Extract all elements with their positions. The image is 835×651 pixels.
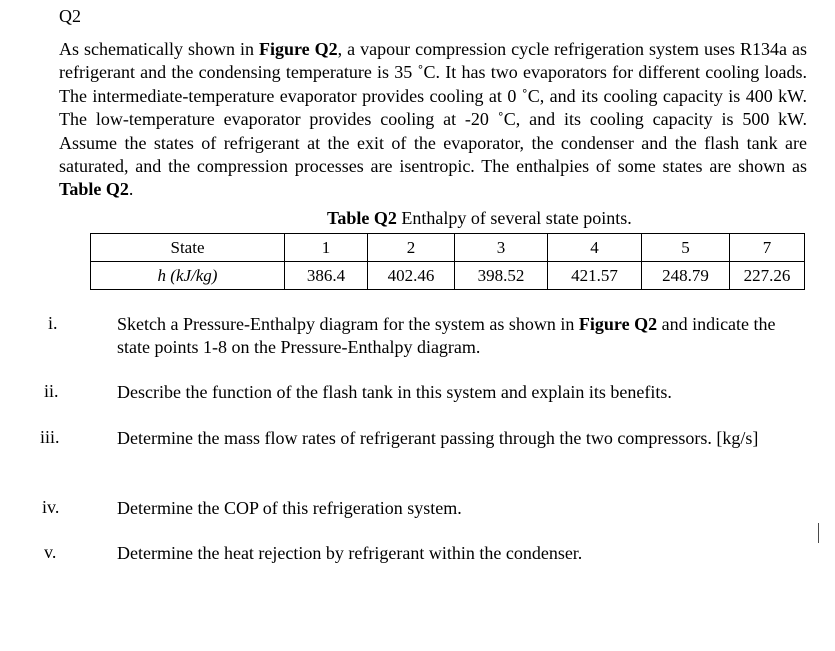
enthalpy-cell: 398.52 [455,262,548,290]
table-caption-text: Enthalpy of several state points. [396,208,632,228]
subquestion-number: iv. [42,497,60,517]
subquestion-text: Determine the COP of this refrigeration system. [117,498,462,518]
subquestion-number: i. [48,313,58,333]
table-caption [327,208,632,229]
subquestion-number: ii. [44,381,59,401]
enthalpy-cell: 248.79 [642,262,730,290]
question-intro [59,38,807,202]
subquestion-text [117,313,777,359]
state-cell: 1 [285,234,368,262]
enthalpy-cell: 421.57 [548,262,642,290]
subquestion-text-a: Sketch a Pressure-Enthalpy diagram for the system as shown in [117,314,579,334]
state-cell: 3 [455,234,548,262]
table-row [91,234,805,262]
table-caption-label: Table Q2 [327,208,397,228]
subquestion-number: iii. [40,427,60,447]
state-cell: 2 [368,234,455,262]
subquestion-number: v. [44,542,57,562]
table-row [91,262,805,290]
enthalpy-table [90,233,805,290]
state-cell: 5 [642,234,730,262]
table-reference: Table Q2 [59,179,129,200]
intro-text-1: As schematically shown in [59,39,259,59]
state-cell: 4 [548,234,642,262]
subquestion-text-b: and indicate the state points 1-8 on the Pressure-Enthalpy diagram. [117,314,776,357]
subquestion-text: Determine the mass flow rates of refrigerant passing through the two compressors. [kg/s] [117,428,759,448]
subquestion-text: Determine the heat rejection by refrigerant within the condenser. [117,543,583,563]
subquestion-text: Describe the function of the flash tank in this system and explain its benefits. [117,382,672,402]
row-header-enthalpy: h (kJ/kg) [91,262,285,290]
enthalpy-cell: 402.46 [368,262,455,290]
enthalpy-cell: 227.26 [730,262,805,290]
row-header-state: State [91,234,285,262]
intro-text-3: . [128,179,134,200]
figure-reference: Figure Q2 [578,314,658,334]
enthalpy-cell: 386.4 [285,262,368,290]
state-cell: 7 [730,234,805,262]
text-cursor [818,523,819,543]
intro-text-2: , a vapour compression cycle refrigeration system uses R134a as refrigerant and the condensing temperature is 35 ˚C. It has two evaporators for different cooling loads. The intermediate-temperature evaporator provides cooling at 0 ˚C, and its cooling capacity is 400 kW. The low-temperature evaporator provides cooling at -20 ˚C, and its cooling capacity is 500 kW. Assume the states of refrigerant at the exit of the evaporator, the condenser and the flash tank are saturated, and the compression processes are isentropic. The enthalpies of some states are shown as [59,39,807,177]
figure-reference: Figure Q2 [258,39,338,59]
question-label: Q2 [59,6,81,26]
